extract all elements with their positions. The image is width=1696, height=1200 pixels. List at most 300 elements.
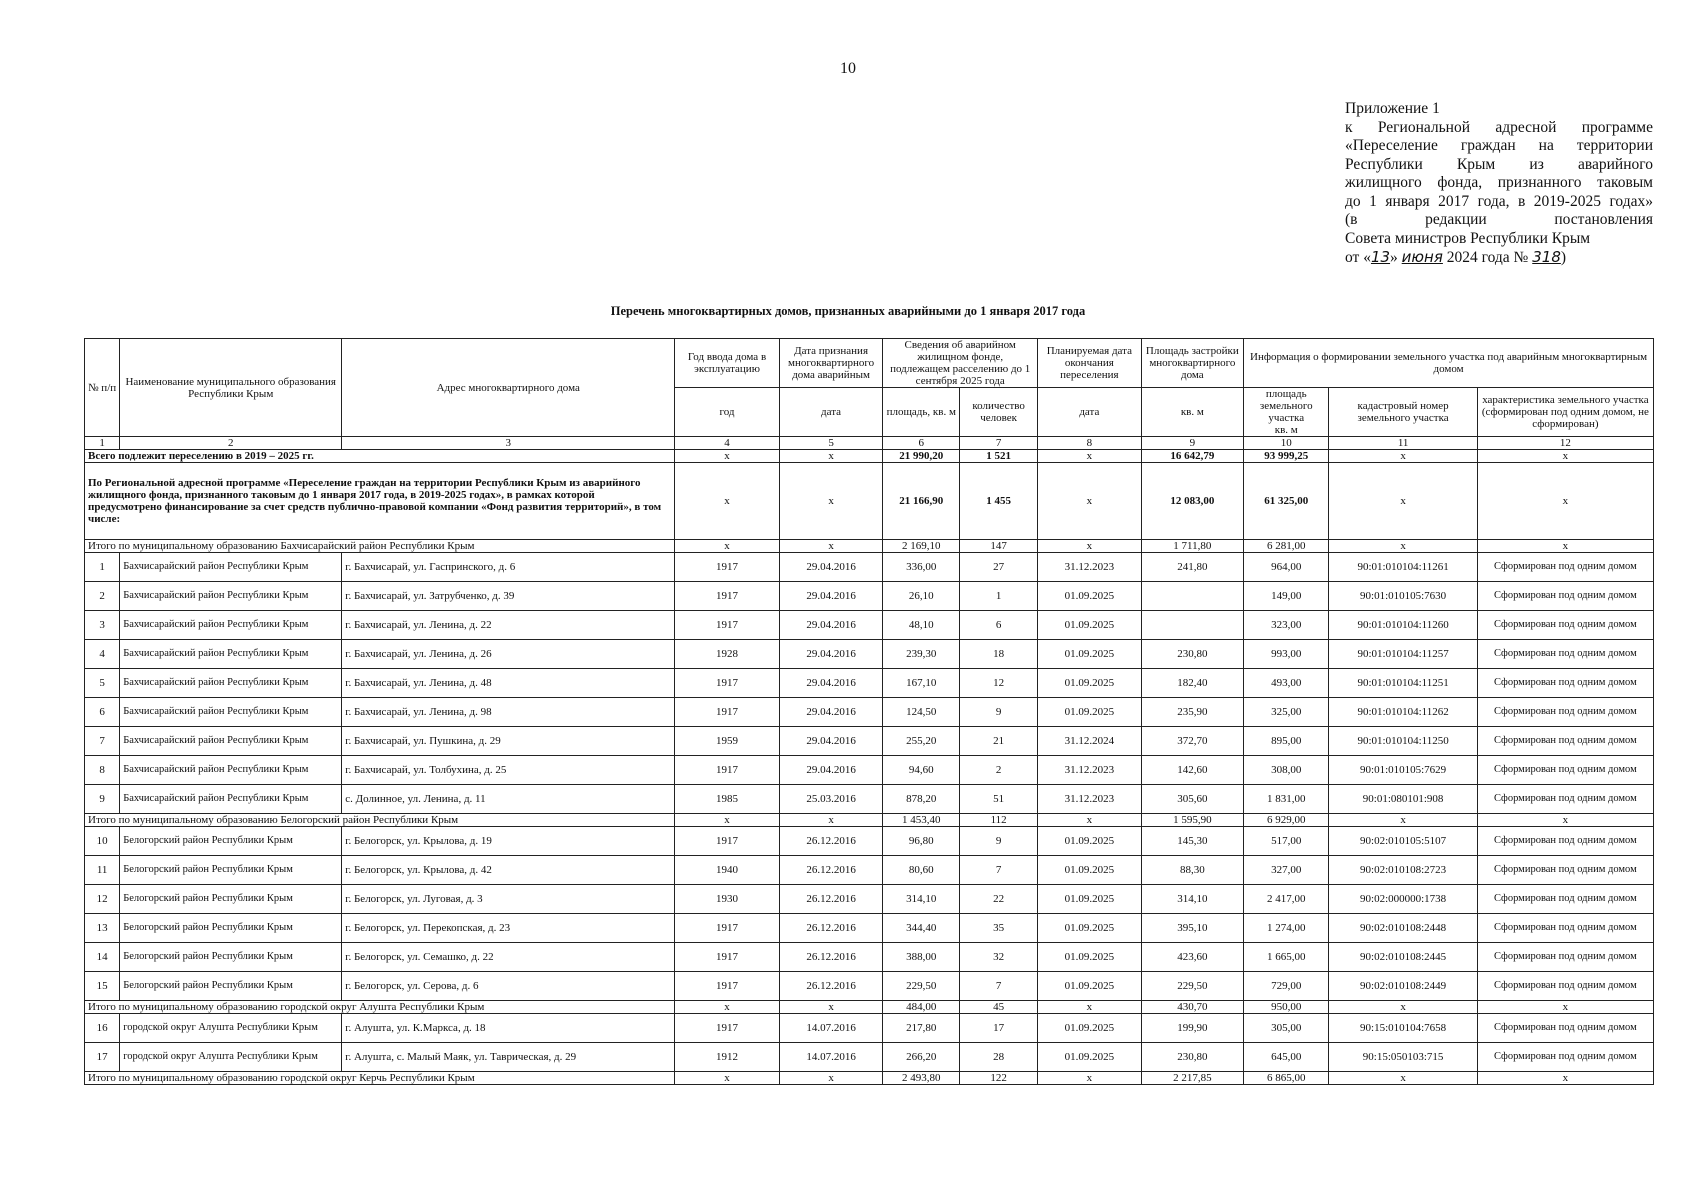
appendix-line-6: (в редакции постановления — [1345, 211, 1653, 228]
municipality-cell: Бахчисарайский район Республики Крым — [120, 611, 342, 640]
planned-end-cell: 01.09.2025 — [1038, 972, 1142, 1001]
land-area-cell: 493,00 — [1244, 669, 1329, 698]
cadastral-cell: 90:01:010104:11251 — [1329, 669, 1477, 698]
table-row — [85, 1014, 1654, 1043]
subtotal-built: 2 217,85 — [1141, 1072, 1243, 1085]
subtotal-date: x — [779, 540, 883, 553]
row-number: 17 — [85, 1043, 120, 1072]
municipality-cell: Белогорский район Республики Крым — [120, 943, 342, 972]
unit-date: дата — [779, 388, 883, 437]
built-area-cell: 372,70 — [1141, 727, 1243, 756]
appendix-block — [1345, 100, 1653, 268]
subtotal-date: x — [779, 1001, 883, 1014]
row-number: 3 — [85, 611, 120, 640]
planned-end-cell: 01.09.2025 — [1038, 914, 1142, 943]
row-number: 14 — [85, 943, 120, 972]
total-char: x — [1477, 450, 1653, 463]
header-cadastral: кадастровый номер земельного участка — [1329, 388, 1477, 437]
municipality-cell: Бахчисарайский район Республики Крым — [120, 785, 342, 814]
built-area-cell: 305,60 — [1141, 785, 1243, 814]
row-number: 9 — [85, 785, 120, 814]
area-cell: 80,60 — [883, 856, 960, 885]
appendix-date-line — [1345, 248, 1653, 268]
land-area-cell: 517,00 — [1244, 827, 1329, 856]
area-cell: 26,10 — [883, 582, 960, 611]
land-char-cell: Сформирован под одним домом — [1477, 698, 1653, 727]
year-cell: 1917 — [675, 669, 780, 698]
cadastral-cell: 90:01:010104:11262 — [1329, 698, 1477, 727]
appendix-line-5: до 1 января 2017 года, в 2019-2025 годах» — [1345, 192, 1653, 210]
land-area-cell: 327,00 — [1244, 856, 1329, 885]
address-cell: г. Бахчисарай, ул. Ленина, д. 26 — [342, 640, 675, 669]
built-area-cell: 395,10 — [1141, 914, 1243, 943]
people-cell: 9 — [960, 698, 1038, 727]
address-cell: г. Белогорск, ул. Луговая, д. 3 — [342, 885, 675, 914]
subtotal-label: Итого по муниципальному образованию Бахчисарайский район Республики Крым — [85, 540, 675, 553]
area-cell: 344,40 — [883, 914, 960, 943]
cadastral-cell: 90:01:010104:11261 — [1329, 553, 1477, 582]
area-cell: 878,20 — [883, 785, 960, 814]
subtotal-cad: x — [1329, 540, 1477, 553]
handwritten-day: 13 — [1370, 248, 1391, 266]
subtotal-land: 6 929,00 — [1244, 814, 1329, 827]
subtotal-area: 2 493,80 — [883, 1072, 960, 1085]
unit-sqm-2: кв. м — [1274, 424, 1298, 436]
area-cell: 314,10 — [883, 885, 960, 914]
planned-end-cell: 01.09.2025 — [1038, 1014, 1142, 1043]
planned-end-cell: 31.12.2023 — [1038, 756, 1142, 785]
appendix-line-4: жилищного фонда, признанного таковым — [1345, 174, 1653, 191]
row-number: 15 — [85, 972, 120, 1001]
header-planned-end: Планируемая дата окончания переселения — [1038, 339, 1142, 388]
table-row — [85, 553, 1654, 582]
cadastral-cell: 90:02:010108:2449 — [1329, 972, 1477, 1001]
year-cell: 1928 — [675, 640, 780, 669]
total-built: 16 642,79 — [1141, 450, 1243, 463]
land-area-cell: 1 274,00 — [1244, 914, 1329, 943]
subtotal-built: 1 595,90 — [1141, 814, 1243, 827]
table-row — [85, 972, 1654, 1001]
recognition-date-cell: 29.04.2016 — [779, 582, 883, 611]
land-char-cell: Сформирован под одним домом — [1477, 727, 1653, 756]
subtotal-end: x — [1038, 1072, 1142, 1085]
year-cell: 1940 — [675, 856, 780, 885]
year-cell: 1930 — [675, 885, 780, 914]
unit-year: год — [675, 388, 780, 437]
column-number: 2 — [120, 437, 342, 450]
land-area-cell: 729,00 — [1244, 972, 1329, 1001]
subtotal-label: Итого по муниципальному образованию городской округ Керчь Республики Крым — [85, 1072, 675, 1085]
table-row — [85, 698, 1654, 727]
land-area-cell: 149,00 — [1244, 582, 1329, 611]
column-number: 7 — [960, 437, 1038, 450]
year-cell: 1917 — [675, 943, 780, 972]
unit-area: площадь, кв. м — [883, 388, 960, 437]
land-char-cell: Сформирован под одним домом — [1477, 582, 1653, 611]
people-cell: 1 — [960, 582, 1038, 611]
built-area-cell: 241,80 — [1141, 553, 1243, 582]
planned-end-cell: 01.09.2025 — [1038, 698, 1142, 727]
land-area-cell: 964,00 — [1244, 553, 1329, 582]
address-cell: г. Бахчисарай, ул. Пушкина, д. 29 — [342, 727, 675, 756]
year-cell: 1917 — [675, 553, 780, 582]
subtotal-cad: x — [1329, 814, 1477, 827]
people-cell: 7 — [960, 972, 1038, 1001]
program-end: x — [1038, 463, 1142, 540]
program-built: 12 083,00 — [1141, 463, 1243, 540]
built-area-cell: 314,10 — [1141, 885, 1243, 914]
column-number: 6 — [883, 437, 960, 450]
address-cell: г. Алушта, ул. К.Маркса, д. 18 — [342, 1014, 675, 1043]
planned-end-cell: 01.09.2025 — [1038, 827, 1142, 856]
cadastral-cell: 90:01:010104:11260 — [1329, 611, 1477, 640]
municipality-cell: Бахчисарайский район Республики Крым — [120, 553, 342, 582]
cadastral-cell: 90:01:010105:7629 — [1329, 756, 1477, 785]
subtotal-land: 950,00 — [1244, 1001, 1329, 1014]
cadastral-cell: 90:15:050103:715 — [1329, 1043, 1477, 1072]
table-row — [85, 611, 1654, 640]
subtotal-end: x — [1038, 1001, 1142, 1014]
municipality-cell: Бахчисарайский район Республики Крым — [120, 756, 342, 785]
unit-sqm: кв. м — [1141, 388, 1243, 437]
cadastral-cell: 90:01:010105:7630 — [1329, 582, 1477, 611]
subtotal-row — [85, 1072, 1654, 1085]
year-cell: 1917 — [675, 914, 780, 943]
date-prefix: от « — [1345, 249, 1371, 266]
subtotal-char: x — [1477, 1001, 1653, 1014]
subtotal-built: 1 711,80 — [1141, 540, 1243, 553]
table-row — [85, 943, 1654, 972]
subtotal-year: x — [675, 1001, 780, 1014]
planned-end-cell: 01.09.2025 — [1038, 669, 1142, 698]
row-number: 1 — [85, 553, 120, 582]
people-cell: 7 — [960, 856, 1038, 885]
total-year: x — [675, 450, 780, 463]
recognition-date-cell: 26.12.2016 — [779, 885, 883, 914]
recognition-date-cell: 29.04.2016 — [779, 640, 883, 669]
appendix-title: Приложение 1 — [1345, 100, 1440, 117]
land-area-cell: 1 831,00 — [1244, 785, 1329, 814]
municipality-cell: Белогорский район Республики Крым — [120, 972, 342, 1001]
program-people: 1 455 — [960, 463, 1038, 540]
subtotal-people: 112 — [960, 814, 1038, 827]
total-row — [85, 450, 1654, 463]
row-number: 13 — [85, 914, 120, 943]
header-land-area-col — [1244, 388, 1329, 437]
address-cell: г. Бахчисарай, ул. Ленина, д. 98 — [342, 698, 675, 727]
table-row — [85, 727, 1654, 756]
appendix-line-7: Совета министров Республики Крым — [1345, 229, 1591, 247]
total-area: 21 990,20 — [883, 450, 960, 463]
area-cell: 124,50 — [883, 698, 960, 727]
land-char-cell: Сформирован под одним домом — [1477, 972, 1653, 1001]
built-area-cell: 235,90 — [1141, 698, 1243, 727]
row-number: 8 — [85, 756, 120, 785]
municipality-cell: Белогорский район Республики Крым — [120, 856, 342, 885]
subtotal-end: x — [1038, 540, 1142, 553]
header-year-built: Год ввода дома в эксплуатацию — [675, 339, 780, 388]
land-area-cell: 305,00 — [1244, 1014, 1329, 1043]
year-cell: 1959 — [675, 727, 780, 756]
date-mid: » — [1390, 249, 1402, 266]
people-cell: 2 — [960, 756, 1038, 785]
planned-end-cell: 01.09.2025 — [1038, 885, 1142, 914]
subtotal-year: x — [675, 540, 780, 553]
recognition-date-cell: 26.12.2016 — [779, 856, 883, 885]
subtotal-date: x — [779, 814, 883, 827]
subtotal-land: 6 865,00 — [1244, 1072, 1329, 1085]
column-number: 10 — [1244, 437, 1329, 450]
row-number: 11 — [85, 856, 120, 885]
people-cell: 6 — [960, 611, 1038, 640]
municipality-cell: Белогорский район Республики Крым — [120, 914, 342, 943]
people-cell: 27 — [960, 553, 1038, 582]
planned-end-cell: 01.09.2025 — [1038, 640, 1142, 669]
subtotal-char: x — [1477, 1072, 1653, 1085]
address-cell: г. Белогорск, ул. Перекопская, д. 23 — [342, 914, 675, 943]
column-number: 12 — [1477, 437, 1653, 450]
people-cell: 28 — [960, 1043, 1038, 1072]
area-cell: 229,50 — [883, 972, 960, 1001]
subtotal-year: x — [675, 1072, 780, 1085]
subtotal-char: x — [1477, 814, 1653, 827]
year-cell: 1917 — [675, 972, 780, 1001]
address-cell: г. Алушта, с. Малый Маяк, ул. Таврическая, д. 29 — [342, 1043, 675, 1072]
recognition-date-cell: 26.12.2016 — [779, 972, 883, 1001]
land-char-cell: Сформирован под одним домом — [1477, 1014, 1653, 1043]
total-people: 1 521 — [960, 450, 1038, 463]
land-area-cell: 308,00 — [1244, 756, 1329, 785]
built-area-cell — [1141, 611, 1243, 640]
subtotal-row — [85, 814, 1654, 827]
subtotal-area: 484,00 — [883, 1001, 960, 1014]
year-cell: 1917 — [675, 698, 780, 727]
land-char-cell: Сформирован под одним домом — [1477, 611, 1653, 640]
built-area-cell: 88,30 — [1141, 856, 1243, 885]
planned-end-cell: 31.12.2024 — [1038, 727, 1142, 756]
people-cell: 22 — [960, 885, 1038, 914]
address-cell: г. Бахчисарай, ул. Гаспринского, д. 6 — [342, 553, 675, 582]
land-char-cell: Сформирован под одним домом — [1477, 640, 1653, 669]
built-area-cell: 142,60 — [1141, 756, 1243, 785]
planned-end-cell: 01.09.2025 — [1038, 1043, 1142, 1072]
address-cell: г. Белогорск, ул. Серова, д. 6 — [342, 972, 675, 1001]
land-char-cell: Сформирован под одним домом — [1477, 785, 1653, 814]
address-cell: с. Долинное, ул. Ленина, д. 11 — [342, 785, 675, 814]
recognition-date-cell: 29.04.2016 — [779, 756, 883, 785]
table-row — [85, 756, 1654, 785]
cadastral-cell: 90:15:010104:7658 — [1329, 1014, 1477, 1043]
recognition-date-cell: 29.04.2016 — [779, 611, 883, 640]
row-number: 12 — [85, 885, 120, 914]
built-area-cell: 145,30 — [1141, 827, 1243, 856]
land-char-cell: Сформирован под одним домом — [1477, 914, 1653, 943]
program-row — [85, 463, 1654, 540]
municipality-cell: городской округ Алушта Республики Крым — [120, 1043, 342, 1072]
land-area-cell: 325,00 — [1244, 698, 1329, 727]
address-cell: г. Бахчисарай, ул. Ленина, д. 48 — [342, 669, 675, 698]
planned-end-cell: 01.09.2025 — [1038, 856, 1142, 885]
people-cell: 21 — [960, 727, 1038, 756]
area-cell: 266,20 — [883, 1043, 960, 1072]
area-cell: 388,00 — [883, 943, 960, 972]
subtotal-row — [85, 1001, 1654, 1014]
header-municipality: Наименование муниципального образования Республики Крым — [120, 339, 342, 437]
subtotal-built: 430,70 — [1141, 1001, 1243, 1014]
land-char-cell: Сформирован под одним домом — [1477, 885, 1653, 914]
appendix-line-3: Республики Крым из аварийного — [1345, 155, 1653, 173]
address-cell: г. Бахчисарай, ул. Ленина, д. 22 — [342, 611, 675, 640]
recognition-date-cell: 14.07.2016 — [779, 1043, 883, 1072]
subtotal-cad: x — [1329, 1072, 1477, 1085]
year-cell: 1917 — [675, 827, 780, 856]
row-number: 7 — [85, 727, 120, 756]
header-recognition-date: Дата признания многоквартирного дома аварийным — [779, 339, 883, 388]
total-end: x — [1038, 450, 1142, 463]
table-row — [85, 640, 1654, 669]
address-cell: г. Бахчисарай, ул. Затрубченко, д. 39 — [342, 582, 675, 611]
people-cell: 35 — [960, 914, 1038, 943]
address-cell: г. Белогорск, ул. Крылова, д. 19 — [342, 827, 675, 856]
handwritten-number: 318 — [1532, 248, 1561, 266]
header-land-info: Информация о формировании земельного участка под аварийным многоквартирным домом — [1244, 339, 1654, 388]
header-resettlement-info: Сведения об аварийном жилищном фонде, подлежащем расселению до 1 сентября 2025 года — [883, 339, 1038, 388]
unit-date-2: дата — [1038, 388, 1142, 437]
built-area-cell: 229,50 — [1141, 972, 1243, 1001]
municipality-cell: Бахчисарайский район Республики Крым — [120, 727, 342, 756]
total-land: 93 999,25 — [1244, 450, 1329, 463]
header-num: № п/п — [85, 339, 120, 437]
area-cell: 48,10 — [883, 611, 960, 640]
total-cad: x — [1329, 450, 1477, 463]
cadastral-cell: 90:02:010108:2445 — [1329, 943, 1477, 972]
table-row — [85, 856, 1654, 885]
land-area-cell: 1 665,00 — [1244, 943, 1329, 972]
subtotal-people: 147 — [960, 540, 1038, 553]
appendix-line-1: к Региональной адресной программе — [1345, 118, 1653, 136]
header-built-area: Площадь застройки многоквартирного дома — [1141, 339, 1243, 388]
subtotal-area: 2 169,10 — [883, 540, 960, 553]
subtotal-people: 122 — [960, 1072, 1038, 1085]
area-cell: 96,80 — [883, 827, 960, 856]
column-number: 11 — [1329, 437, 1477, 450]
program-year: x — [675, 463, 780, 540]
recognition-date-cell: 26.12.2016 — [779, 827, 883, 856]
people-cell: 51 — [960, 785, 1038, 814]
subtotal-end: x — [1038, 814, 1142, 827]
year-cell: 1917 — [675, 756, 780, 785]
land-char-cell: Сформирован под одним домом — [1477, 756, 1653, 785]
header-address: Адрес многоквартирного дома — [342, 339, 675, 437]
page-number: 10 — [840, 60, 856, 77]
cadastral-cell: 90:02:010105:5107 — [1329, 827, 1477, 856]
year-cell: 1912 — [675, 1043, 780, 1072]
built-area-cell: 423,60 — [1141, 943, 1243, 972]
program-cad: x — [1329, 463, 1477, 540]
row-number: 16 — [85, 1014, 120, 1043]
land-area-cell: 895,00 — [1244, 727, 1329, 756]
area-cell: 94,60 — [883, 756, 960, 785]
municipality-cell: Бахчисарайский район Республики Крым — [120, 582, 342, 611]
subtotal-land: 6 281,00 — [1244, 540, 1329, 553]
land-char-cell: Сформирован под одним домом — [1477, 856, 1653, 885]
column-number-row — [85, 437, 1654, 450]
people-cell: 9 — [960, 827, 1038, 856]
cadastral-cell: 90:02:010108:2723 — [1329, 856, 1477, 885]
header-land-area: площадь земельного участка — [1259, 388, 1313, 424]
cadastral-cell: 90:02:000000:1738 — [1329, 885, 1477, 914]
table-row — [85, 827, 1654, 856]
cadastral-cell: 90:01:080101:908 — [1329, 785, 1477, 814]
houses-table — [84, 338, 1654, 1085]
cadastral-cell: 90:01:010104:11257 — [1329, 640, 1477, 669]
row-number: 2 — [85, 582, 120, 611]
year-cell: 1917 — [675, 611, 780, 640]
recognition-date-cell: 29.04.2016 — [779, 669, 883, 698]
subtotal-year: x — [675, 814, 780, 827]
table-row — [85, 785, 1654, 814]
people-cell: 17 — [960, 1014, 1038, 1043]
column-number: 5 — [779, 437, 883, 450]
subtotal-cad: x — [1329, 1001, 1477, 1014]
cadastral-cell: 90:01:010104:11250 — [1329, 727, 1477, 756]
date-suffix: ) — [1560, 249, 1567, 266]
subtotal-area: 1 453,40 — [883, 814, 960, 827]
people-cell: 32 — [960, 943, 1038, 972]
land-char-cell: Сформирован под одним домом — [1477, 669, 1653, 698]
table-row — [85, 669, 1654, 698]
area-cell: 217,80 — [883, 1014, 960, 1043]
planned-end-cell: 01.09.2025 — [1038, 943, 1142, 972]
cadastral-cell: 90:02:010108:2448 — [1329, 914, 1477, 943]
subtotal-label: Итого по муниципальному образованию Белогорский район Республики Крым — [85, 814, 675, 827]
header-land-char: характеристика земельного участка (сформирован под одним домом, не сформирован) — [1477, 388, 1653, 437]
header-row — [85, 339, 1654, 388]
area-cell: 239,30 — [883, 640, 960, 669]
total-date: x — [779, 450, 883, 463]
recognition-date-cell: 26.12.2016 — [779, 914, 883, 943]
land-char-cell: Сформирован под одним домом — [1477, 1043, 1653, 1072]
municipality-cell: Белогорский район Республики Крым — [120, 885, 342, 914]
program-land: 61 325,00 — [1244, 463, 1329, 540]
land-area-cell: 323,00 — [1244, 611, 1329, 640]
municipality-cell: Бахчисарайский район Республики Крым — [120, 669, 342, 698]
year-cell: 1917 — [675, 582, 780, 611]
table-row — [85, 914, 1654, 943]
subtotal-label: Итого по муниципальному образованию городской округ Алушта Республики Крым — [85, 1001, 675, 1014]
total-label: Всего подлежит переселению в 2019 – 2025 гг. — [85, 450, 675, 463]
land-char-cell: Сформирован под одним домом — [1477, 553, 1653, 582]
planned-end-cell: 01.09.2025 — [1038, 582, 1142, 611]
recognition-date-cell: 14.07.2016 — [779, 1014, 883, 1043]
row-number: 6 — [85, 698, 120, 727]
land-char-cell: Сформирован под одним домом — [1477, 827, 1653, 856]
year-cell: 1917 — [675, 1014, 780, 1043]
appendix-line-2: «Переселение граждан на территории — [1345, 137, 1653, 154]
program-label: По Региональной адресной программе «Переселение граждан на территории Республики Крым из аварийного жилищного фонда, признанного таковым до 1 января 2017 года, в 2019-2025 годах», в рамках которой предусмотрено финансирование за счет средств публично-правовой компании «Фонд развития территорий», в том числе: — [85, 463, 675, 540]
subtotal-row — [85, 540, 1654, 553]
subtotal-people: 45 — [960, 1001, 1038, 1014]
built-area-cell: 230,80 — [1141, 640, 1243, 669]
municipality-cell: Бахчисарайский район Республики Крым — [120, 640, 342, 669]
built-area-cell: 230,80 — [1141, 1043, 1243, 1072]
area-cell: 255,20 — [883, 727, 960, 756]
date-year: 2024 года № — [1442, 249, 1533, 266]
subtotal-date: x — [779, 1072, 883, 1085]
recognition-date-cell: 26.12.2016 — [779, 943, 883, 972]
address-cell: г. Бахчисарай, ул. Толбухина, д. 25 — [342, 756, 675, 785]
land-char-cell: Сформирован под одним домом — [1477, 943, 1653, 972]
